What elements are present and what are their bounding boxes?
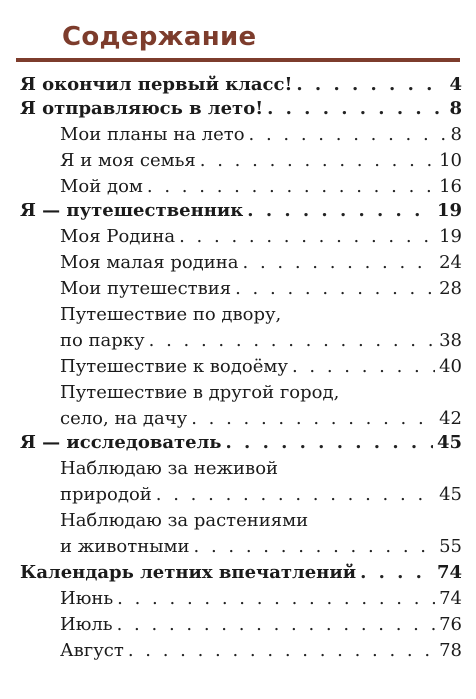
- toc-entry-title: Я — путешественник: [20, 200, 244, 221]
- toc-entry-page: 16: [439, 176, 462, 197]
- toc-entry-title: Путешествие по двору,: [60, 304, 282, 325]
- toc-entry-title: Моя Родина: [60, 226, 176, 247]
- toc-entry-title: и животными: [60, 536, 190, 557]
- toc-entry[interactable]: [60, 122, 462, 148]
- toc-entry-title: Мои планы на лето: [60, 124, 245, 145]
- toc-entry[interactable]: [60, 482, 462, 508]
- toc-entry-page: 42: [439, 408, 462, 429]
- toc-entry-page: 4: [449, 74, 462, 95]
- toc-entry-title: Я отправляюсь в лето!: [20, 98, 264, 119]
- toc-entry-page: 76: [439, 614, 462, 635]
- toc-entry-page: 74: [436, 562, 462, 583]
- dot-leader: [243, 250, 436, 276]
- toc-entry[interactable]: [60, 534, 462, 560]
- dot-leader: [156, 482, 435, 508]
- dot-leader: [226, 430, 433, 456]
- toc-entry-page: 74: [439, 588, 462, 609]
- toc-entry[interactable]: [60, 328, 462, 354]
- toc-entry[interactable]: [20, 560, 462, 586]
- toc-entry[interactable]: [20, 430, 462, 456]
- dot-leader: [117, 612, 435, 638]
- toc-entry-page: 45: [436, 432, 462, 453]
- toc-entry-page: 45: [439, 484, 462, 505]
- toc-entry-title: Путешествие в другой город,: [60, 382, 340, 403]
- toc-entry-title: Мой дом: [60, 176, 143, 197]
- toc-entry[interactable]: [60, 354, 462, 380]
- page-header: [0, 0, 476, 62]
- toc-entry[interactable]: [60, 148, 462, 174]
- toc-entry-title: Мои путешествия: [60, 278, 232, 299]
- toc-entry-page: 28: [439, 278, 462, 299]
- toc-entry[interactable]: [60, 456, 462, 482]
- toc-entry[interactable]: [60, 586, 462, 612]
- dot-leader: [149, 328, 435, 354]
- toc-entry-page: 19: [436, 200, 462, 221]
- toc-entry-page: 38: [439, 330, 462, 351]
- toc-entry-page: 24: [439, 252, 462, 273]
- toc-entry-title: природой: [60, 484, 152, 505]
- toc-entry[interactable]: [20, 96, 462, 122]
- dot-leader: [200, 148, 435, 174]
- toc-entry-title: по парку: [60, 330, 145, 351]
- toc-entry[interactable]: [60, 508, 462, 534]
- dot-leader: [147, 174, 435, 200]
- dot-leader: [194, 534, 436, 560]
- toc-entry-title: Я окончил первый класс!: [20, 74, 293, 95]
- page-title: Содержание: [62, 22, 257, 52]
- toc-entry[interactable]: [60, 406, 462, 432]
- dot-leader: [191, 406, 435, 432]
- toc-entry[interactable]: [60, 276, 462, 302]
- dot-leader: [249, 122, 447, 148]
- toc-entry-title: Я и моя семья: [60, 150, 196, 171]
- toc-entry[interactable]: [60, 380, 462, 406]
- dot-leader: [296, 72, 445, 98]
- toc-entry-page: 55: [439, 536, 462, 557]
- toc-entry[interactable]: [20, 72, 462, 98]
- toc-entry-title: Я — исследователь: [20, 432, 222, 453]
- toc-entry-title: Моя малая родина: [60, 252, 239, 273]
- toc-entry-title: Август: [60, 640, 124, 661]
- dot-leader: [267, 96, 445, 122]
- toc-entry-title: Наблюдаю за неживой: [60, 458, 279, 479]
- toc-entry[interactable]: [60, 302, 462, 328]
- dot-leader: [360, 560, 433, 586]
- toc-entry[interactable]: [60, 638, 462, 664]
- toc-entry-title: Наблюдаю за растениями: [60, 510, 309, 531]
- dot-leader: [247, 198, 433, 224]
- toc-entry-page: 78: [439, 640, 462, 661]
- title-underline: [16, 58, 460, 62]
- toc-entry-title: Путешествие к водоёму: [60, 356, 288, 377]
- toc-entry-page: 40: [439, 356, 462, 377]
- toc-entry-page: 8: [449, 98, 462, 119]
- dot-leader: [235, 276, 435, 302]
- toc-entry-title: Июль: [60, 614, 113, 635]
- dot-leader: [117, 586, 435, 612]
- toc-entry[interactable]: [60, 174, 462, 200]
- toc-entry[interactable]: [20, 198, 462, 224]
- toc-entry-page: 10: [439, 150, 462, 171]
- dot-leader: [128, 638, 435, 664]
- toc-entry[interactable]: [60, 250, 462, 276]
- toc-entry[interactable]: [60, 224, 462, 250]
- dot-leader: [179, 224, 435, 250]
- toc-entry[interactable]: [60, 612, 462, 638]
- toc-entry-title: Июнь: [60, 588, 114, 609]
- toc-entry-title: Календарь летних впечатлений: [20, 562, 357, 583]
- dot-leader: [292, 354, 435, 380]
- toc-entry-page: 8: [450, 124, 462, 145]
- toc-entry-page: 19: [439, 226, 462, 247]
- toc-entry-title: село, на дачу: [60, 408, 188, 429]
